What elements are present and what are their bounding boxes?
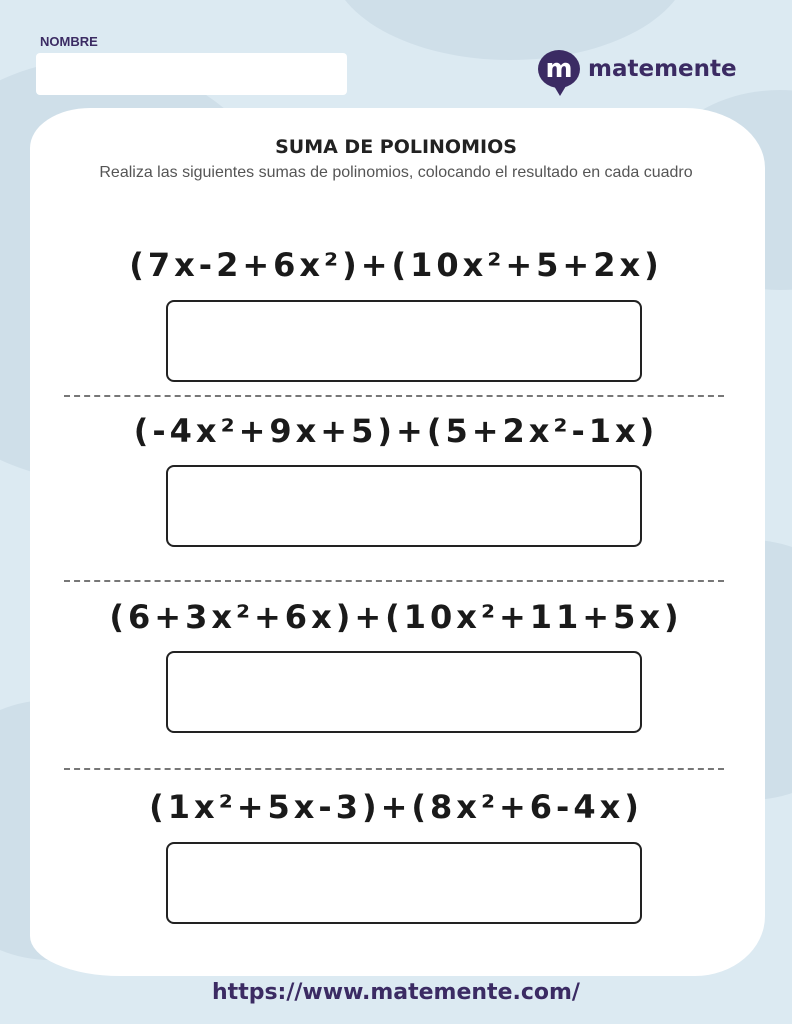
logo-icon: m	[538, 50, 580, 88]
answer-box-4[interactable]	[166, 842, 642, 924]
answer-box-2[interactable]	[166, 465, 642, 547]
problem-2: (-4x²+9x+5)+(5+2x²-1x)	[133, 412, 659, 450]
divider	[64, 768, 724, 770]
divider	[64, 395, 724, 397]
answer-box-3[interactable]	[166, 651, 642, 733]
instructions: Realiza las siguientes sumas de polinomios, colocando el resultado en cada cuadro	[99, 164, 693, 181]
divider	[64, 580, 724, 582]
name-field[interactable]	[36, 53, 347, 95]
matemente-logo	[538, 50, 737, 88]
footer-url[interactable]: https://www.matemente.com/	[212, 980, 580, 1005]
problem-3: (6+3x²+6x)+(10x²+11+5x)	[109, 598, 683, 636]
logo-text: matemente	[588, 56, 737, 82]
problem-1: (7x-2+6x²)+(10x²+5+2x)	[129, 246, 663, 284]
page-title: SUMA DE POLINOMIOS	[275, 136, 517, 158]
name-label: NOMBRE	[40, 34, 98, 49]
answer-box-1[interactable]	[166, 300, 642, 382]
problem-4: (1x²+5x-3)+(8x²+6-4x)	[149, 788, 643, 826]
